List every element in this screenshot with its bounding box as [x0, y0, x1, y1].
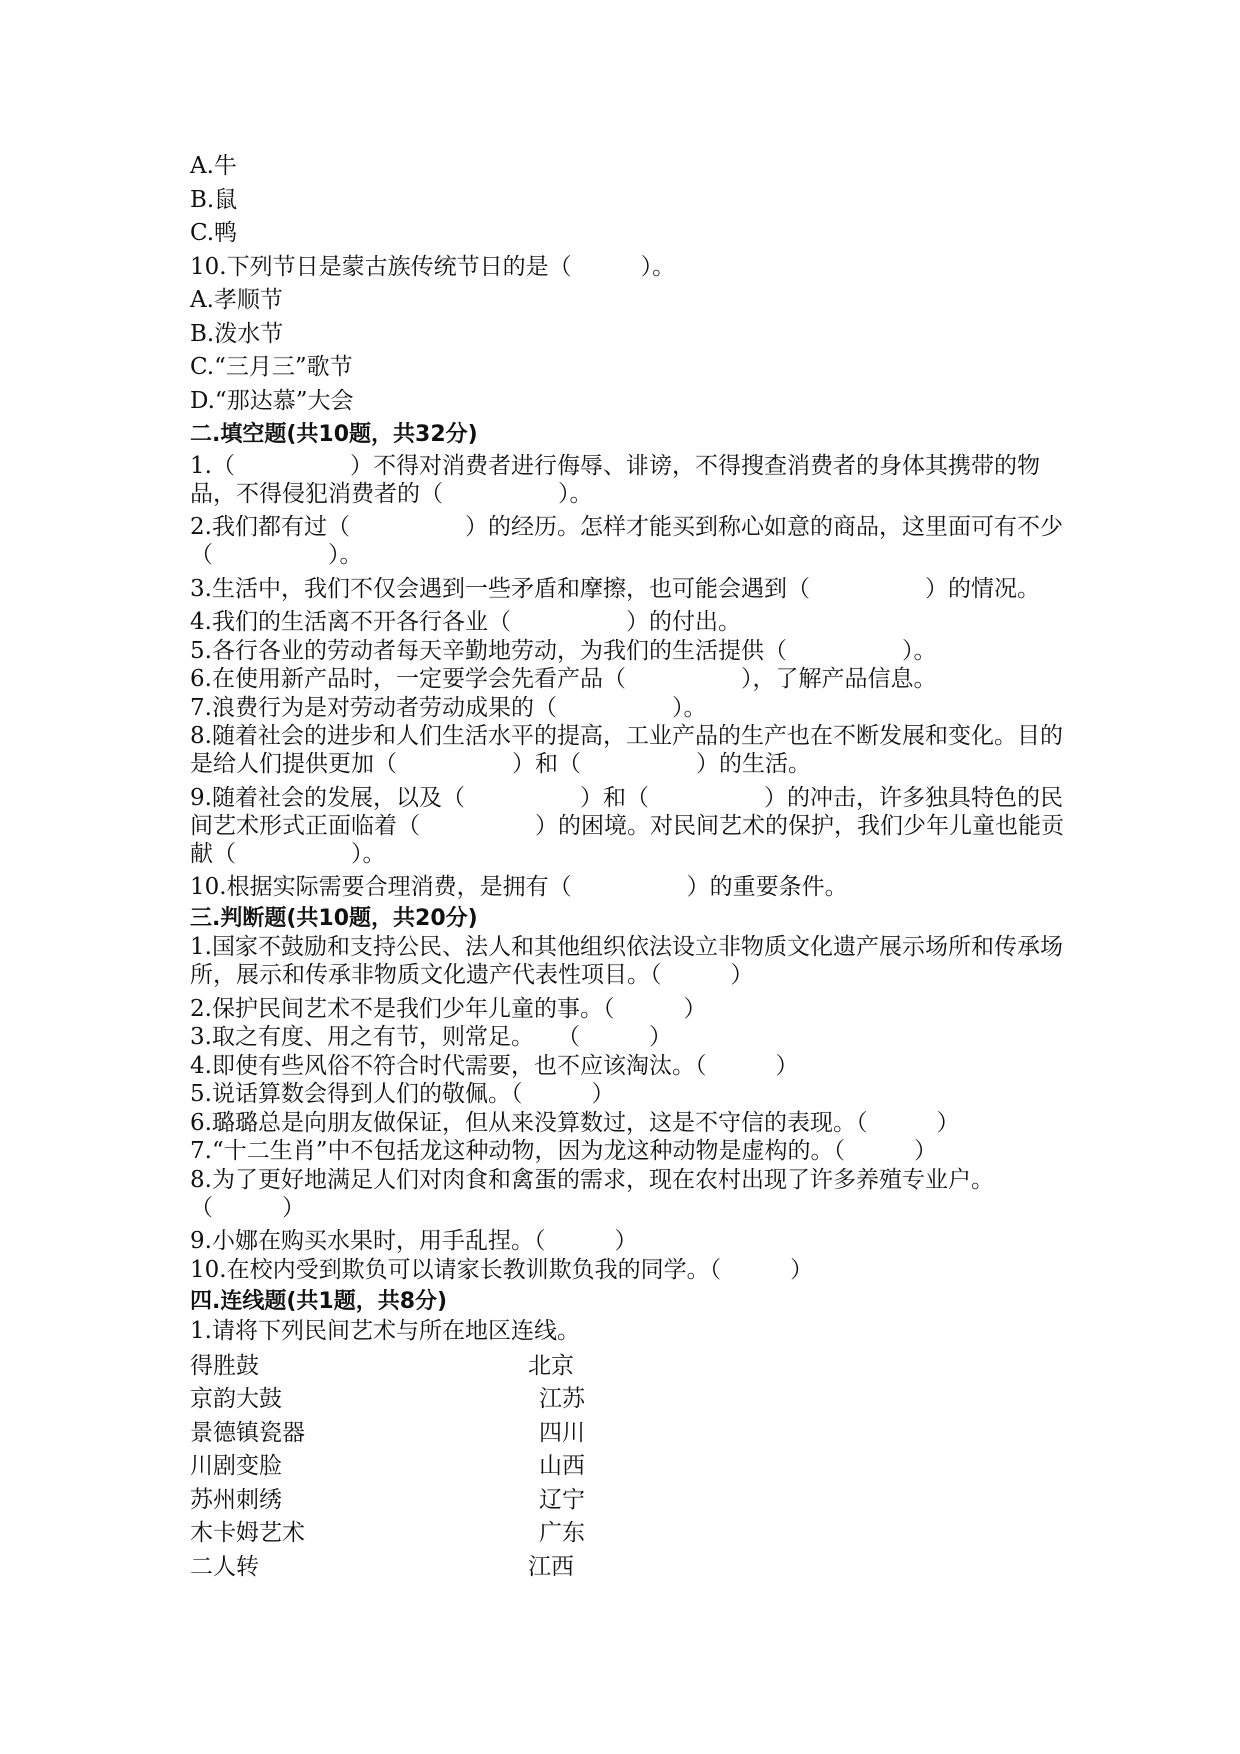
- option: B.泼水节: [190, 320, 284, 347]
- question-stem: 1.请将下列民间艺术与所在地区连线。: [190, 1317, 580, 1344]
- match-row: [190, 1450, 1070, 1481]
- match-right: 江苏: [539, 1386, 585, 1412]
- fill-blank-item: 7.浪费行为是对劳动者劳动成果的（ ）。: [190, 694, 707, 721]
- true-false-item: 5.说话算数会得到人们的敬佩。（ ）: [190, 1081, 615, 1107]
- match-right: 江西: [528, 1553, 574, 1580]
- option: A.孝顺节: [190, 287, 283, 313]
- true-false-item: 1.国家不鼓励和支持公民、法人和其他组织依法设立非物质文化遗产展示场所和传承场所，展示和传承非物质文化遗产代表性项目。（ ）: [190, 934, 1063, 988]
- fill-blank-item: 2.我们都有过（ ）的经历。怎样才能买到称心如意的商品，这里面可有不少（ ）。: [190, 514, 1063, 568]
- match-right: 山西: [539, 1453, 585, 1479]
- match-left: 苏州刺绣: [190, 1486, 282, 1513]
- exam-page: [190, 150, 1070, 1584]
- fill-blank-item: 8.随着社会的进步和人们生活水平的提高，工业产品的生产也在不断发展和变化。目的是给人们提供更加（ ）和（ ）的生活。: [190, 723, 1063, 777]
- true-false-item: 2.保护民间艺术不是我们少年儿童的事。（ ）: [190, 995, 707, 1022]
- match-row: [190, 1484, 1070, 1515]
- match-row: [190, 1517, 1070, 1548]
- match-right: 广东: [539, 1520, 585, 1546]
- true-false-item: 3.取之有度、用之有节，则常足。 （ ）: [190, 1024, 672, 1050]
- true-false-item: 10.在校内受到欺负可以请家长教训欺负我的同学。（ ）: [190, 1256, 814, 1283]
- match-row: [190, 1383, 1070, 1414]
- match-left: 木卡姆艺术: [190, 1520, 305, 1546]
- fill-blank-item: 9.随着社会的发展，以及（ ）和（ ）的冲击，许多独具特色的民间艺术形式正面临着（ ）的困境。对民间艺术的保护，我们少年儿童也能贡献（ ）。: [190, 784, 1064, 867]
- true-false-item: 9.小娜在购买水果时，用手乱捏。（ ）: [190, 1228, 638, 1254]
- section-title: 二.填空题(共10题，共32分): [190, 422, 478, 447]
- match-row: [190, 1417, 1070, 1448]
- fill-blank-item: 6.在使用新产品时，一定要学会先看产品（ ），了解产品信息。: [190, 666, 937, 692]
- section-title: 四.连线题(共1题，共8分): [190, 1288, 448, 1314]
- fill-blank-item: 10.根据实际需要合理消费，是拥有（ ）的重要条件。: [190, 874, 848, 900]
- match-row: [190, 1551, 1070, 1582]
- option: A.牛: [190, 153, 237, 179]
- option: B.鼠: [190, 186, 238, 213]
- true-false-item: 7.“十二生肖”中不包括龙这种动物，因为龙这种动物是虚构的。（ ）: [190, 1138, 937, 1164]
- section-title: 三.判断题(共10题，共20分): [190, 906, 478, 931]
- match-row: [190, 1350, 1070, 1381]
- fill-blank-item: 4.我们的生活离不开各行各业（ ）的付出。: [190, 609, 741, 635]
- match-left: 二人转: [190, 1553, 259, 1580]
- match-right: 辽宁: [539, 1486, 585, 1513]
- match-right: 四川: [539, 1419, 585, 1446]
- true-false-item: 8.为了更好地满足人们对肉食和禽蛋的需求，现在农村出现了许多养殖专业户。（ ）: [190, 1166, 994, 1221]
- match-left: 川剧变脸: [190, 1453, 282, 1479]
- option: C.“三月三”歌节: [190, 354, 353, 380]
- match-right: 北京: [528, 1352, 574, 1379]
- match-left: 景德镇瓷器: [190, 1419, 305, 1446]
- fill-blank-item: 5.各行各业的劳动者每天辛勤地劳动，为我们的生活提供（ ）。: [190, 637, 937, 664]
- option: C.鸭: [190, 220, 238, 246]
- fill-blank-item: 3.生活中，我们不仅会遇到一些矛盾和摩擦，也可能会遇到（ ）的情况。: [190, 575, 1040, 602]
- fill-blank-item: 1.（ ）不得对消费者进行侮辱、诽谤，不得搜查消费者的身体其携带的物品，不得侵犯消费者的（ ）。: [190, 452, 1040, 507]
- option: D.“那达慕”大会: [190, 387, 354, 414]
- true-false-item: 6.璐璐总是向朋友做保证，但从来没算数过，这是不守信的表现。（ ）: [190, 1109, 960, 1136]
- question-stem: 10.下列节日是蒙古族传统节日的是（ ）。: [190, 253, 676, 280]
- true-false-item: 4.即使有些风俗不符合时代需要，也不应该淘汰。（ ）: [190, 1052, 799, 1079]
- match-left: 京韵大鼓: [190, 1386, 282, 1412]
- match-left: 得胜鼓: [190, 1352, 259, 1379]
